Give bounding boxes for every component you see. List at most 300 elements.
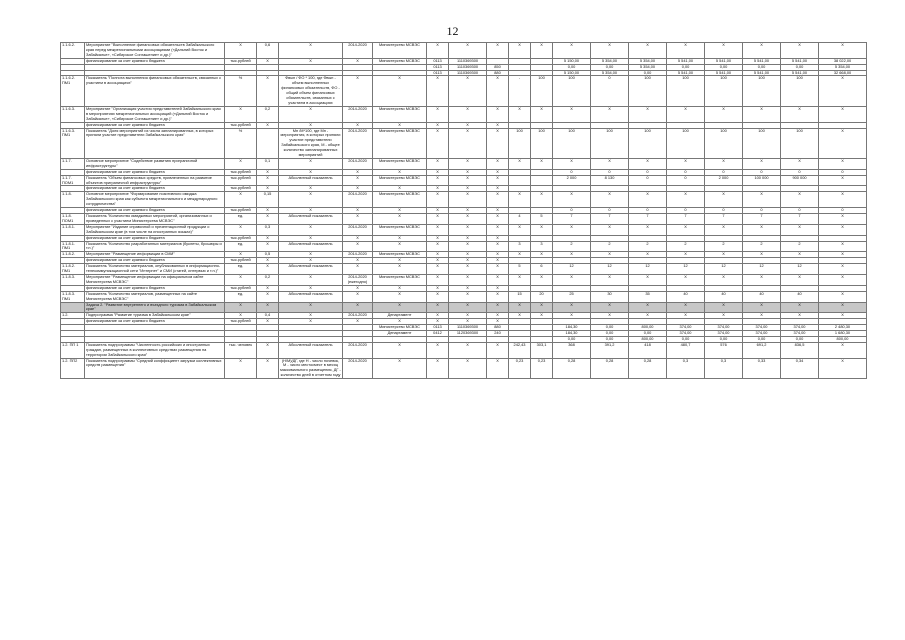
table-cell: Показатель подпрограммы "Средний коэффициент загрузки коллективных средств размещения" (85, 358, 225, 379)
table-cell: 0,5 (257, 252, 279, 258)
table-cell: 12 (667, 264, 705, 275)
table-cell: X (257, 186, 279, 192)
table-cell: 100 (667, 128, 705, 158)
table-cell: 5 541,00 (743, 58, 781, 64)
table-cell: 240 (487, 331, 509, 337)
table-cell: X (781, 158, 819, 169)
table-cell: Мероприятие "Выполнение финансовых обязательств Забайкальского края перед межрегиональными ассоциациями («Дальний Восток и Забайкалье», «Сибирское Соглашение» и др.)" (85, 43, 225, 59)
table-cell: X (553, 252, 591, 258)
table-cell: X (591, 43, 629, 59)
table-cell: 1.1.8.2. ПМ1 (61, 264, 85, 275)
table-cell: X (553, 313, 591, 319)
table-cell: X (279, 58, 343, 64)
table-cell: X (279, 106, 343, 122)
table-cell: X (487, 192, 509, 208)
table-cell: 0 (819, 208, 867, 214)
table-cell (509, 175, 531, 186)
table-row (61, 192, 867, 208)
table-cell: X (427, 285, 449, 291)
table-cell: 1.2. (61, 313, 85, 319)
table-cell: 0,00 (667, 64, 705, 70)
table-cell: 12 (591, 264, 629, 275)
table-cell: X (629, 274, 667, 285)
table-cell: X (781, 43, 819, 59)
table-cell: X (225, 252, 257, 258)
table-cell: X (629, 192, 667, 208)
table-cell: X (667, 192, 705, 208)
table-cell: X (279, 258, 343, 264)
table-cell: X (487, 169, 509, 175)
table-cell: X (257, 342, 279, 358)
table-cell: 5 541,00 (705, 58, 743, 64)
table-cell: X (225, 313, 257, 319)
table-cell: 7 (667, 214, 705, 225)
table-cell: 800,00 (629, 325, 667, 331)
table-cell: 0 (743, 208, 781, 214)
table-cell: X (279, 224, 343, 235)
table-cell: финансирование за счет краевого бюджета (85, 208, 225, 214)
table-cell: Министерство МСВЭС (373, 192, 427, 208)
table-cell: X (427, 169, 449, 175)
table-cell: X (629, 302, 667, 313)
table-cell: X (343, 169, 373, 175)
table-cell: 1.1.8.1. (61, 224, 85, 235)
table-cell: X (487, 175, 509, 186)
table-cell: X (343, 319, 373, 325)
table-cell: X (279, 319, 343, 325)
table-cell: X (819, 214, 867, 225)
table-cell: X (553, 224, 591, 235)
table-cell: 2014-2020 (343, 128, 373, 158)
table-cell: X (819, 76, 867, 106)
table-cell: X (373, 358, 427, 379)
table-cell: X (427, 319, 449, 325)
table-cell: Задача 2. "Развитие внутреннего и въездного туризма в Забайкальском крае" (85, 302, 225, 313)
table-cell: Мероприятие "Издание справочной и презентационной продукции о Забайкальском крае (в том числе на иностранных языках)" (85, 224, 225, 235)
table-cell: 0,00 (705, 64, 743, 70)
table-cell: X (667, 43, 705, 59)
table-cell: X (509, 274, 531, 285)
table-cell: X (449, 313, 487, 319)
table-cell: X (373, 241, 427, 252)
table-cell: тыс.рублей (225, 258, 257, 264)
table-cell: Министерство МСВЭС (373, 106, 427, 122)
table-cell: 2 (781, 241, 819, 252)
table-cell: X (279, 192, 343, 208)
table-cell: 100 (781, 128, 819, 158)
table-cell: X (343, 264, 373, 275)
table-cell: X (257, 319, 279, 325)
table-cell: 2 (553, 241, 591, 252)
table-cell: 100 (531, 76, 553, 106)
table-cell: X (487, 358, 509, 379)
table-cell: Министерство МСВЭС (373, 128, 427, 158)
table-cell: X (427, 122, 449, 128)
table-cell: X (667, 313, 705, 319)
table-cell: 1.2. ПП 1 (61, 342, 85, 358)
table-cell: X (279, 313, 343, 319)
table-cell: 5 354,00 (819, 64, 867, 70)
table-cell: 0113 (427, 64, 449, 70)
table-cell: 880 (487, 325, 509, 331)
table-cell: X (509, 224, 531, 235)
table-cell: 418 (629, 342, 667, 358)
table-cell: X (705, 224, 743, 235)
table-cell: 1.2. ПП2 (61, 358, 85, 379)
table-cell: X (705, 43, 743, 59)
table-cell: X (487, 252, 509, 258)
table-cell: X (629, 158, 667, 169)
table-cell: Департамент (373, 331, 427, 337)
table-cell (531, 175, 553, 186)
table-cell: 7 (705, 214, 743, 225)
table-cell: X (427, 128, 449, 158)
table-cell: 12 (781, 264, 819, 275)
table-cell: X (667, 106, 705, 122)
table-cell: X (449, 342, 487, 358)
table-cell: X (743, 274, 781, 285)
table-cell: X (225, 274, 257, 285)
table-cell: 0 (591, 76, 629, 106)
table-cell: 0 (629, 175, 667, 186)
table-cell: X (225, 224, 257, 235)
table-cell: X (225, 43, 257, 59)
table-cell: Абсолютный показатель (279, 291, 343, 302)
table-row (61, 106, 867, 122)
table-cell: 0 (667, 208, 705, 214)
table-cell: X (343, 235, 373, 241)
table-cell: 1120369300 (449, 331, 487, 337)
table-cell: Показатель "Количество материалов, опубликованных в информационно-телекоммуникационной сети "Интернет" и СМИ (статей, интервью и т.п.)" (85, 264, 225, 275)
table-cell: X (343, 122, 373, 128)
table-cell: 25 (553, 291, 591, 302)
table-cell: 1 680,30 (819, 331, 867, 337)
table-cell: X (487, 214, 509, 225)
table-cell: X (373, 122, 427, 128)
table-cell: 836,5 (781, 342, 819, 358)
table-cell: X (225, 106, 257, 122)
table-cell: X (487, 274, 509, 285)
table-cell: 0,15 (257, 192, 279, 208)
table-cell: 5 150,00 (553, 70, 591, 76)
table-cell: 1.1.6.2. (61, 43, 85, 59)
table-cell: Основное мероприятие "Содействие развитию приграничной инфраструктуры" (85, 158, 225, 169)
table-cell: 0,1 (257, 158, 279, 169)
table-cell: 100 (781, 76, 819, 106)
table-cell: X (667, 158, 705, 169)
table-cell: Показатель "Объем финансовых средств, привлеченных на развитие объектов приграничной инфраструктуры" (85, 175, 225, 186)
table-cell: X (373, 235, 427, 241)
table-cell: X (257, 175, 279, 186)
table-cell: 374,00 (705, 325, 743, 331)
table-cell: X (427, 302, 449, 313)
table-cell: 2 (705, 241, 743, 252)
table-cell: X (487, 186, 509, 192)
table-cell: 0113 (427, 70, 449, 76)
table-cell: Министерство МСВЭС (373, 274, 427, 285)
table-cell: X (373, 319, 427, 325)
table-cell: 1110369300 (449, 64, 487, 70)
program-table-wrap (60, 42, 852, 379)
table-cell: 0,00 (553, 64, 591, 70)
table-cell: 2 (667, 241, 705, 252)
table-cell: X (531, 302, 553, 313)
table-cell: 40 (705, 291, 743, 302)
table-cell: Министерство МСВЭС (373, 252, 427, 258)
table-cell: X (819, 128, 867, 158)
table-cell: 374,00 (743, 331, 781, 337)
table-cell: 303,1 (531, 342, 553, 358)
table-cell: X (487, 241, 509, 252)
table-cell: 100 (509, 128, 531, 158)
table-cell: Показатель подпрограммы "Численность российских и иностранных граждан, размещенных в коллективных средствах размещения на территории Забайкальского края" (85, 342, 225, 358)
table-cell: X (449, 158, 487, 169)
table-cell: X (279, 274, 343, 285)
table-cell: 5 541,00 (781, 58, 819, 64)
table-row (61, 76, 867, 106)
table-cell: 5 541,00 (667, 70, 705, 76)
table-cell: 35 (629, 291, 667, 302)
table-cell: X (257, 358, 279, 379)
table-cell: 100 (667, 76, 705, 106)
table-cell: Основное мероприятие "Формирование позитивного имиджа Забайкальского края как субъекта межрегионального и международного сотрудничества" (85, 192, 225, 208)
table-cell: X (427, 241, 449, 252)
table-cell: X (781, 274, 819, 285)
table-cell: финансирование за счет краевого бюджета (85, 169, 225, 175)
table-cell: X (819, 192, 867, 208)
table-cell: X (373, 186, 427, 192)
table-cell: 100 (553, 76, 591, 106)
table-cell: X (667, 252, 705, 258)
table-cell: 0 (591, 208, 629, 214)
table-cell: финансирование за счет краевого бюджета (85, 58, 225, 64)
table-cell: тыс.рублей (225, 208, 257, 214)
table-cell: X (531, 106, 553, 122)
table-cell: X (343, 186, 373, 192)
table-cell: X (257, 291, 279, 302)
table-cell: 0412 (427, 331, 449, 337)
table-cell: Департамент (373, 313, 427, 319)
table-cell: X (553, 274, 591, 285)
table-cell: X (373, 264, 427, 275)
table-cell: 0,00 (591, 325, 629, 331)
table-cell: X (257, 76, 279, 106)
table-cell: ед. (225, 264, 257, 275)
table-cell: X (257, 258, 279, 264)
table-cell: X (819, 274, 867, 285)
table-cell: X (449, 264, 487, 275)
table-cell: 0,3 (705, 358, 743, 379)
table-cell: 0,4 (257, 313, 279, 319)
table-cell: X (449, 122, 487, 128)
table-cell (61, 302, 85, 313)
table-cell: 12 (553, 264, 591, 275)
table-cell: X (279, 235, 343, 241)
table-cell: 0113 (427, 58, 449, 64)
table-cell: 20 (531, 291, 553, 302)
table-cell: 5 (509, 264, 531, 275)
table-cell: 2014-2020 (343, 192, 373, 208)
table-row (61, 241, 867, 252)
table-cell: X (705, 274, 743, 285)
table-cell: 0,23 (509, 358, 531, 379)
table-cell: 1.1.8. (61, 192, 85, 208)
table-cell: 5 354,00 (629, 58, 667, 64)
table-cell: Подпрограмма "Развитие туризма в Забайкальском крае" (85, 313, 225, 319)
table-cell: 0,3 (257, 224, 279, 235)
table-cell: Министерство МСВЭС (373, 43, 427, 59)
table-cell: 2014-2020 (343, 224, 373, 235)
table-cell: (Н/М)/ДГ, где Н - число ночевок, М - число местосмест в месяц максимального размещения, ДГ - количество дней в отчетном году (280, 358, 341, 378)
table-cell: X (509, 302, 531, 313)
table-cell: 0,33 (743, 358, 781, 379)
table-cell: X (427, 76, 449, 106)
table-cell: 100 (743, 76, 781, 106)
table-cell: X (487, 302, 509, 313)
table-cell: 5 354,00 (591, 70, 629, 76)
table-cell: X (449, 175, 487, 186)
table-cell: 6 (531, 264, 553, 275)
table-cell: 1.1.7. (61, 158, 85, 169)
table-cell: 40 (743, 291, 781, 302)
table-cell: X (257, 241, 279, 252)
table-cell: 0 (743, 169, 781, 175)
table-cell: 0,00 (781, 336, 819, 342)
table-cell: 1.1.6.3. ПМ1 (61, 128, 85, 158)
table-cell: X (279, 186, 343, 192)
table-cell: X (819, 106, 867, 122)
table-cell: X (591, 106, 629, 122)
table-cell: X (487, 122, 509, 128)
table-cell: 5 541,00 (667, 58, 705, 64)
table-cell: X (781, 313, 819, 319)
table-cell: финансирование за счет краевого бюджета (85, 122, 225, 128)
table-cell: Министерство МСВЭС (373, 58, 427, 64)
table-row (61, 342, 867, 358)
table-cell: тыс.рублей (225, 285, 257, 291)
table-cell: 0,00 (629, 70, 667, 76)
table-row (61, 291, 867, 302)
table-cell: X (487, 224, 509, 235)
table-cell: Абсолютный показатель (279, 264, 343, 275)
table-cell: X (257, 169, 279, 175)
table-cell: 7 (591, 214, 629, 225)
table-cell: X (487, 128, 509, 158)
table-cell: X (781, 302, 819, 313)
table-cell: 0 (553, 208, 591, 214)
table-cell: 0,28 (629, 358, 667, 379)
table-cell: 0 (819, 169, 867, 175)
table-cell: 0,34 (781, 358, 819, 379)
page-number: 12 (446, 24, 459, 38)
table-cell: тыс.рублей (225, 186, 257, 192)
program-table (60, 42, 867, 379)
table-cell: X (509, 106, 531, 122)
table-cell: 5 150,00 (553, 58, 591, 64)
table-cell: 5 354,00 (591, 58, 629, 64)
table-cell: Абсолютный показатель (279, 214, 343, 225)
table-cell: X (553, 302, 591, 313)
table-cell: X (591, 224, 629, 235)
table-cell: X (427, 291, 449, 302)
table-cell: 100 (531, 128, 553, 158)
table-cell: 184,30 (553, 331, 591, 337)
table-cell: X (427, 358, 449, 379)
table-cell: 0,28 (553, 358, 591, 379)
table-cell: 0 (705, 169, 743, 175)
table-cell: Мероприятие "Организация участия представителей Забайкальского края в мероприятиях межрегиональных ассоциаций («Дальний Восток и Забайкалье», «Сибирское Соглашение» и др.)" (85, 106, 225, 122)
table-cell: X (487, 264, 509, 275)
table-cell: 242,43 (509, 342, 531, 358)
table-cell: X (343, 302, 373, 313)
table-cell: 40 (667, 291, 705, 302)
table-cell: Министерство МСВЭС (373, 175, 427, 186)
table-cell: Абсолютный показатель (279, 342, 343, 358)
table-cell: 2 480,30 (819, 325, 867, 331)
table-cell: X (591, 192, 629, 208)
table-cell: 12 (705, 264, 743, 275)
table-cell: 4 (509, 214, 531, 225)
table-cell: X (279, 122, 343, 128)
table-cell: Показатель "Доля мероприятий из числа запланированных, в которых приняли участие представители Забайкальского края" (85, 128, 225, 158)
table-cell: Фвып / ФО * 100, где Фвып - объем выполненных финансовых обязательств, ФО - общий объем финансовых обязательств, связанных с участием в ассоциациях (279, 76, 343, 106)
table-cell: X (487, 43, 509, 59)
table-cell: X (743, 192, 781, 208)
table-cell: X (487, 235, 509, 241)
table-cell: 5 354,00 (629, 64, 667, 70)
table-cell: 850 (487, 64, 509, 70)
table-cell: 374,00 (705, 331, 743, 337)
table-cell: 1.1.6.2. ПМ1 (61, 76, 85, 106)
table-cell: 0 (591, 169, 629, 175)
table-cell: X (225, 192, 257, 208)
table-cell: 0113 (427, 325, 449, 331)
table-cell: 800,00 (819, 336, 867, 342)
table-cell: X (373, 214, 427, 225)
table-cell: 374,00 (667, 325, 705, 331)
table-cell: 30 (591, 291, 629, 302)
table-cell: 691,2 (743, 342, 781, 358)
table-cell: X (591, 313, 629, 319)
table-cell: 40 (781, 291, 819, 302)
table-cell: финансирование за счет краевого бюджета (85, 235, 225, 241)
table-cell: % (225, 128, 257, 158)
table-cell: X (373, 258, 427, 264)
table-cell: X (279, 285, 343, 291)
table-cell: 2014-2020 (343, 252, 373, 258)
table-cell: X (257, 58, 279, 64)
table-cell: X (225, 358, 257, 379)
table-cell: Абсолютный показатель (279, 175, 343, 186)
table-cell: 2014-2020 (343, 43, 373, 59)
table-cell: X (449, 319, 487, 325)
table-row (61, 214, 867, 225)
table-cell: 374,00 (781, 331, 819, 337)
table-cell: X (257, 285, 279, 291)
table-cell: Мероприятие "Размещение информации в СМИ" (85, 252, 225, 258)
table-cell: X (591, 302, 629, 313)
table-cell: 0 (667, 169, 705, 175)
table-cell: 1110369300 (449, 325, 487, 331)
table-cell: X (509, 313, 531, 319)
table-cell: X (279, 302, 343, 313)
table-cell: 880 (487, 70, 509, 76)
table-cell: 15 (509, 291, 531, 302)
table-cell: X (257, 235, 279, 241)
table-cell: 2 (629, 241, 667, 252)
table-cell: X (629, 224, 667, 235)
table-cell: X (487, 313, 509, 319)
